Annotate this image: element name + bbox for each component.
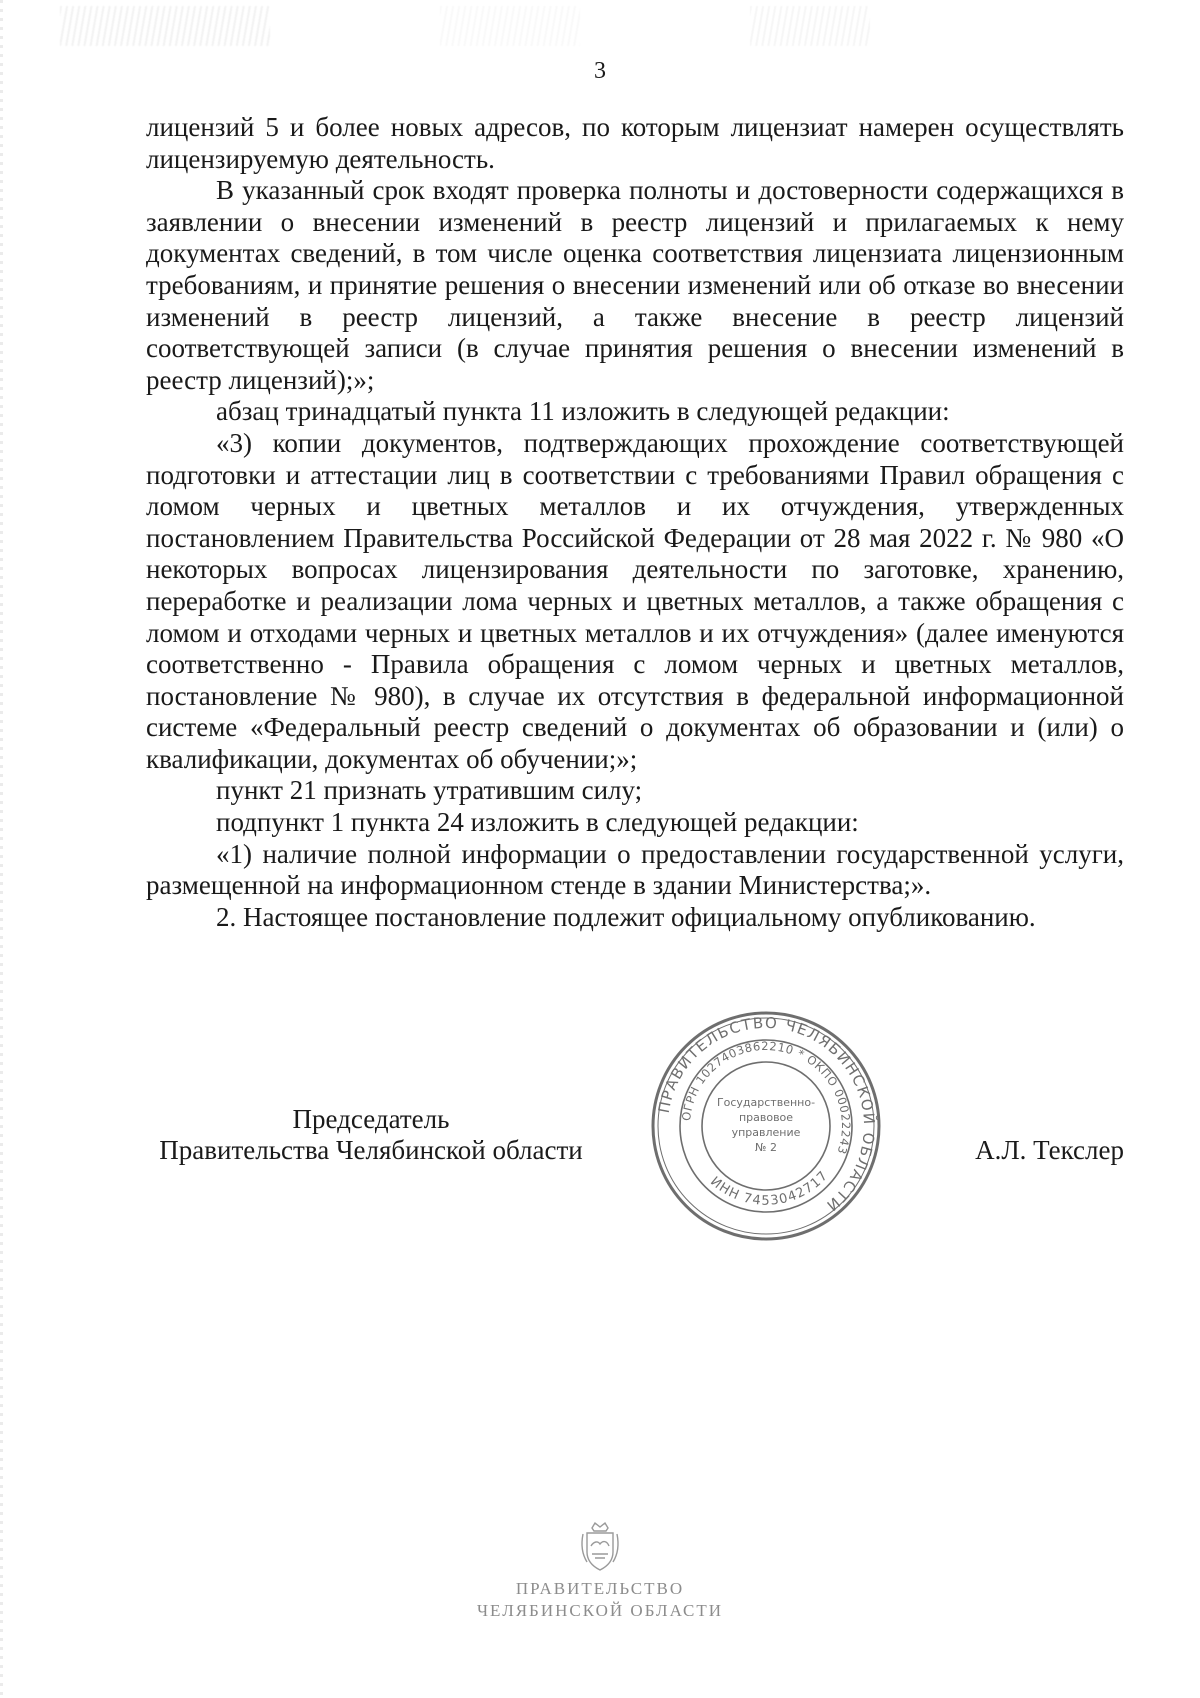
document-body [146,112,1124,933]
signature-block [146,1104,1124,1174]
footer-line: ПРАВИТЕЛЬСТВО [515,1579,685,1598]
coat-of-arms-icon [578,1520,622,1572]
paragraph: лицензий 5 и более новых адресов, по которым лицензиат намерен осуществлять лицензируемую деятельность. [146,112,1124,174]
paragraph: В указанный срок входят проверка полноты и достоверности содержащихся в заявлении о внесении изменений в реестр лицензий и прилагаемых к нему документах сведений, в том числе оценка соответствия лицензиата лицензионным требованиям, и принятие решения о внесении изменений или об отказе во внесении изменений в реестр лицензий, а также внесение в реестр лицензий соответствующей записи (в случае принятия решения о внесении изменений в реестр лицензий);»; [146,175,1124,395]
scan-edge [0,0,3,1698]
seal-center-line: управление [731,1126,801,1139]
seal-center-line: правовое [738,1111,794,1124]
seal-ring-text: ОГРН 1027403862210 * ОКПО 00022243 [679,1038,854,1157]
footer-line: ЧЕЛЯБИНСКОЙ ОБЛАСТИ [476,1601,724,1620]
paragraph: «1) наличие полной информации о предоставлении государственной услуги, размещенной на информационном стенде в здании Министерства;». [146,838,1124,901]
paragraph: пункт 21 признать утратившим силу; [216,775,643,806]
scan-smudge [750,6,870,46]
paragraph: 2. Настоящее постановление подлежит официальному опубликованию. [216,901,1036,932]
signatory-position-line: Председатель [292,1104,450,1134]
paragraph: абзац тринадцатый пункта 11 изложить в следующей редакции: [216,396,950,427]
page-number: 3 [594,58,606,84]
seal-center-line: Государственно- [716,1096,816,1109]
seal-bottom-text: ИНН 7453042717 [707,1168,832,1209]
seal-center-line: № 2 [755,1141,777,1154]
scan-smudge [440,6,580,46]
signatory-position-line: Правительства Челябинской области [159,1135,583,1165]
signatory-position [146,1104,596,1166]
official-seal [648,1008,884,1244]
paragraph: подпункт 1 пункта 24 изложить в следующей редакции: [216,807,859,838]
paragraph: «3) копии документов, подтверждающих прохождение соответствующей подготовки и аттестации лиц в соответствии с требованиями Правил обращения с ломом черных и цветных металлов и их отчуждения, утвержденных постановлением Правительства Российской Федерации от 28 мая 2022 г. № 980 «О некоторых вопросах лицензирования деятельности по заготовке, хранению, переработке и реализации лома черных и цветных металлов, а также обращения с ломом и отходами черных и цветных металлов и их отчуждения» (далее именуются соответственно - Правила обращения с ломом черных и цветных металлов, постановление № 980), в случае их отсутствия в федеральной информационной системе «Федеральный реестр сведений о документах об образовании и (или) о квалификации, документах об обучении;»; [146,427,1124,774]
footer-emblem [0,1520,1200,1622]
seal-outer-text: ПРАВИТЕЛЬСТВО ЧЕЛЯБИНСКОЙ ОБЛАСТИ [654,1013,879,1216]
scan-smudge [60,6,270,46]
signatory-name: А.Л. Текслер [975,1135,1124,1165]
